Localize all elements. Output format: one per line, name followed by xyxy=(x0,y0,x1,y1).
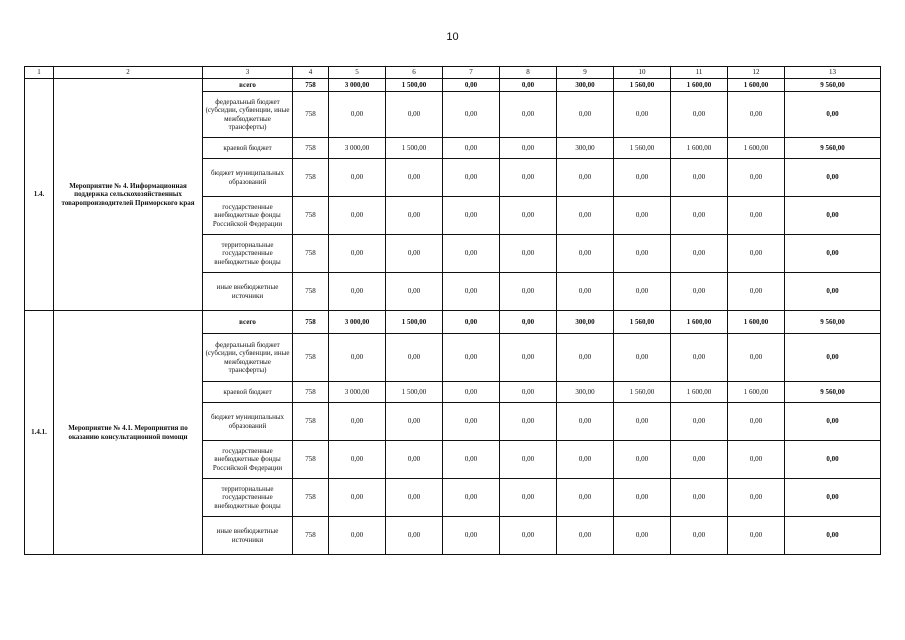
year-value: 0,00 xyxy=(443,138,500,159)
year-value: 0,00 xyxy=(728,517,785,555)
year-value: 1 600,00 xyxy=(728,311,785,334)
year-value: 0,00 xyxy=(557,197,614,235)
total-value: 9 560,00 xyxy=(785,382,881,403)
funding-source: иные внебюджетные источники xyxy=(203,273,293,311)
total-value: 0,00 xyxy=(785,441,881,479)
column-number-header: 3 xyxy=(203,67,293,79)
year-value: 0,00 xyxy=(614,197,671,235)
year-value: 1 560,00 xyxy=(614,79,671,92)
year-value: 1 600,00 xyxy=(728,79,785,92)
year-value: 0,00 xyxy=(386,517,443,555)
year-value: 1 600,00 xyxy=(728,138,785,159)
year-value: 0,00 xyxy=(443,235,500,273)
total-value: 0,00 xyxy=(785,334,881,382)
year-value: 300,00 xyxy=(557,138,614,159)
year-value: 1 560,00 xyxy=(614,382,671,403)
year-value: 0,00 xyxy=(443,273,500,311)
year-value: 0,00 xyxy=(386,479,443,517)
year-value: 0,00 xyxy=(500,197,557,235)
measure-name: Мероприятие № 4.1. Мероприятия по оказанию консультационной помощи xyxy=(54,311,203,555)
year-value: 1 600,00 xyxy=(671,382,728,403)
year-value: 0,00 xyxy=(443,403,500,441)
funding-source: иные внебюджетные источники xyxy=(203,517,293,555)
budget-code: 758 xyxy=(293,441,329,479)
column-number-header: 11 xyxy=(671,67,728,79)
year-value: 0,00 xyxy=(500,441,557,479)
year-value: 1 560,00 xyxy=(614,311,671,334)
year-value: 0,00 xyxy=(728,441,785,479)
year-value: 0,00 xyxy=(614,441,671,479)
year-value: 0,00 xyxy=(500,92,557,138)
budget-table xyxy=(24,66,881,555)
year-value: 0,00 xyxy=(557,479,614,517)
total-value: 9 560,00 xyxy=(785,79,881,92)
year-value: 3 000,00 xyxy=(329,79,386,92)
year-value: 0,00 xyxy=(500,79,557,92)
total-value: 0,00 xyxy=(785,273,881,311)
year-value: 3 000,00 xyxy=(329,311,386,334)
year-value: 0,00 xyxy=(614,403,671,441)
year-value: 0,00 xyxy=(614,273,671,311)
budget-table-body xyxy=(25,67,881,555)
year-value: 0,00 xyxy=(329,334,386,382)
funding-source: территориальные государственные внебюджетные фонды xyxy=(203,235,293,273)
year-value: 0,00 xyxy=(671,92,728,138)
year-value: 0,00 xyxy=(671,159,728,197)
funding-source: федеральный бюджет (субсидии, субвенции, иные межбюджетные трансферты) xyxy=(203,334,293,382)
year-value: 3 000,00 xyxy=(329,138,386,159)
year-value: 300,00 xyxy=(557,311,614,334)
total-value: 0,00 xyxy=(785,92,881,138)
year-value: 0,00 xyxy=(386,197,443,235)
budget-code: 758 xyxy=(293,159,329,197)
budget-code: 758 xyxy=(293,403,329,441)
year-value: 0,00 xyxy=(614,235,671,273)
column-number-header: 7 xyxy=(443,67,500,79)
budget-code: 758 xyxy=(293,79,329,92)
year-value: 0,00 xyxy=(671,334,728,382)
year-value: 0,00 xyxy=(386,403,443,441)
year-value: 0,00 xyxy=(329,235,386,273)
year-value: 0,00 xyxy=(443,197,500,235)
year-value: 0,00 xyxy=(557,441,614,479)
year-value: 1 600,00 xyxy=(671,311,728,334)
table-row xyxy=(25,79,881,92)
year-value: 0,00 xyxy=(671,273,728,311)
budget-code: 758 xyxy=(293,197,329,235)
year-value: 0,00 xyxy=(728,334,785,382)
year-value: 0,00 xyxy=(386,235,443,273)
year-value: 300,00 xyxy=(557,382,614,403)
year-value: 0,00 xyxy=(671,517,728,555)
year-value: 1 500,00 xyxy=(386,311,443,334)
year-value: 0,00 xyxy=(386,441,443,479)
year-value: 0,00 xyxy=(443,334,500,382)
year-value: 0,00 xyxy=(557,273,614,311)
column-number-header: 13 xyxy=(785,67,881,79)
total-value: 9 560,00 xyxy=(785,311,881,334)
total-value: 0,00 xyxy=(785,517,881,555)
year-value: 0,00 xyxy=(614,159,671,197)
year-value: 0,00 xyxy=(728,273,785,311)
year-value: 1 500,00 xyxy=(386,382,443,403)
year-value: 3 000,00 xyxy=(329,382,386,403)
year-value: 0,00 xyxy=(614,479,671,517)
budget-code: 758 xyxy=(293,235,329,273)
year-value: 0,00 xyxy=(671,235,728,273)
year-value: 0,00 xyxy=(329,479,386,517)
year-value: 1 560,00 xyxy=(614,138,671,159)
year-value: 0,00 xyxy=(614,334,671,382)
budget-code: 758 xyxy=(293,517,329,555)
year-value: 0,00 xyxy=(443,479,500,517)
year-value: 0,00 xyxy=(386,92,443,138)
year-value: 0,00 xyxy=(671,197,728,235)
year-value: 0,00 xyxy=(557,235,614,273)
year-value: 0,00 xyxy=(443,159,500,197)
total-value: 0,00 xyxy=(785,159,881,197)
year-value: 1 500,00 xyxy=(386,138,443,159)
year-value: 0,00 xyxy=(671,479,728,517)
budget-code: 758 xyxy=(293,334,329,382)
year-value: 0,00 xyxy=(443,311,500,334)
year-value: 0,00 xyxy=(329,159,386,197)
column-number-header: 8 xyxy=(500,67,557,79)
funding-source: краевой бюджет xyxy=(203,382,293,403)
funding-source: всего xyxy=(203,79,293,92)
year-value: 0,00 xyxy=(329,441,386,479)
year-value: 0,00 xyxy=(500,138,557,159)
year-value: 0,00 xyxy=(500,382,557,403)
year-value: 0,00 xyxy=(671,403,728,441)
budget-code: 758 xyxy=(293,138,329,159)
budget-code: 758 xyxy=(293,479,329,517)
funding-source: бюджет муниципальных образований xyxy=(203,159,293,197)
year-value: 0,00 xyxy=(329,273,386,311)
budget-code: 758 xyxy=(293,273,329,311)
funding-source: краевой бюджет xyxy=(203,138,293,159)
year-value: 0,00 xyxy=(728,479,785,517)
year-value: 1 500,00 xyxy=(386,79,443,92)
year-value: 0,00 xyxy=(728,197,785,235)
year-value: 0,00 xyxy=(728,235,785,273)
header-row xyxy=(25,67,881,79)
year-value: 0,00 xyxy=(557,159,614,197)
year-value: 1 600,00 xyxy=(671,79,728,92)
year-value: 0,00 xyxy=(443,382,500,403)
budget-code: 758 xyxy=(293,382,329,403)
year-value: 0,00 xyxy=(386,159,443,197)
column-number-header: 4 xyxy=(293,67,329,79)
year-value: 0,00 xyxy=(557,517,614,555)
year-value: 0,00 xyxy=(557,403,614,441)
year-value: 0,00 xyxy=(728,92,785,138)
year-value: 0,00 xyxy=(329,92,386,138)
column-number-header: 9 xyxy=(557,67,614,79)
year-value: 0,00 xyxy=(329,197,386,235)
year-value: 0,00 xyxy=(386,334,443,382)
year-value: 0,00 xyxy=(500,235,557,273)
year-value: 300,00 xyxy=(557,79,614,92)
funding-source: территориальные государственные внебюджетные фонды xyxy=(203,479,293,517)
measure-name: Мероприятие № 4. Информационная поддержка сельскохозяйственных товаропроизводителей Приморского края xyxy=(54,79,203,311)
page-number: 10 xyxy=(446,31,459,43)
total-value: 0,00 xyxy=(785,235,881,273)
year-value: 1 600,00 xyxy=(728,382,785,403)
budget-code: 758 xyxy=(293,92,329,138)
year-value: 0,00 xyxy=(500,517,557,555)
total-value: 0,00 xyxy=(785,479,881,517)
total-value: 9 560,00 xyxy=(785,138,881,159)
funding-source: всего xyxy=(203,311,293,334)
column-number-header: 2 xyxy=(54,67,203,79)
column-number-header: 6 xyxy=(386,67,443,79)
total-value: 0,00 xyxy=(785,197,881,235)
funding-source: федеральный бюджет (субсидии, субвенции, иные межбюджетные трансферты) xyxy=(203,92,293,138)
column-number-header: 1 xyxy=(25,67,54,79)
budget-code: 758 xyxy=(293,311,329,334)
year-value: 0,00 xyxy=(443,441,500,479)
funding-source: государственные внебюджетные фонды Российской Федерации xyxy=(203,197,293,235)
year-value: 0,00 xyxy=(500,159,557,197)
year-value: 0,00 xyxy=(728,403,785,441)
year-value: 0,00 xyxy=(443,79,500,92)
year-value: 0,00 xyxy=(386,273,443,311)
measure-number: 1.4. xyxy=(25,79,54,311)
table-row xyxy=(25,311,881,334)
year-value: 0,00 xyxy=(614,517,671,555)
funding-source: бюджет муниципальных образований xyxy=(203,403,293,441)
year-value: 0,00 xyxy=(500,403,557,441)
year-value: 0,00 xyxy=(329,403,386,441)
year-value: 0,00 xyxy=(557,334,614,382)
column-number-header: 5 xyxy=(329,67,386,79)
funding-source: государственные внебюджетные фонды Российской Федерации xyxy=(203,441,293,479)
measure-number: 1.4.1. xyxy=(25,311,54,555)
total-value: 0,00 xyxy=(785,403,881,441)
year-value: 0,00 xyxy=(671,441,728,479)
column-number-header: 12 xyxy=(728,67,785,79)
year-value: 1 600,00 xyxy=(671,138,728,159)
column-number-header: 10 xyxy=(614,67,671,79)
year-value: 0,00 xyxy=(500,311,557,334)
year-value: 0,00 xyxy=(443,517,500,555)
year-value: 0,00 xyxy=(329,517,386,555)
year-value: 0,00 xyxy=(557,92,614,138)
year-value: 0,00 xyxy=(728,159,785,197)
year-value: 0,00 xyxy=(443,92,500,138)
year-value: 0,00 xyxy=(500,273,557,311)
year-value: 0,00 xyxy=(500,334,557,382)
year-value: 0,00 xyxy=(614,92,671,138)
year-value: 0,00 xyxy=(500,479,557,517)
